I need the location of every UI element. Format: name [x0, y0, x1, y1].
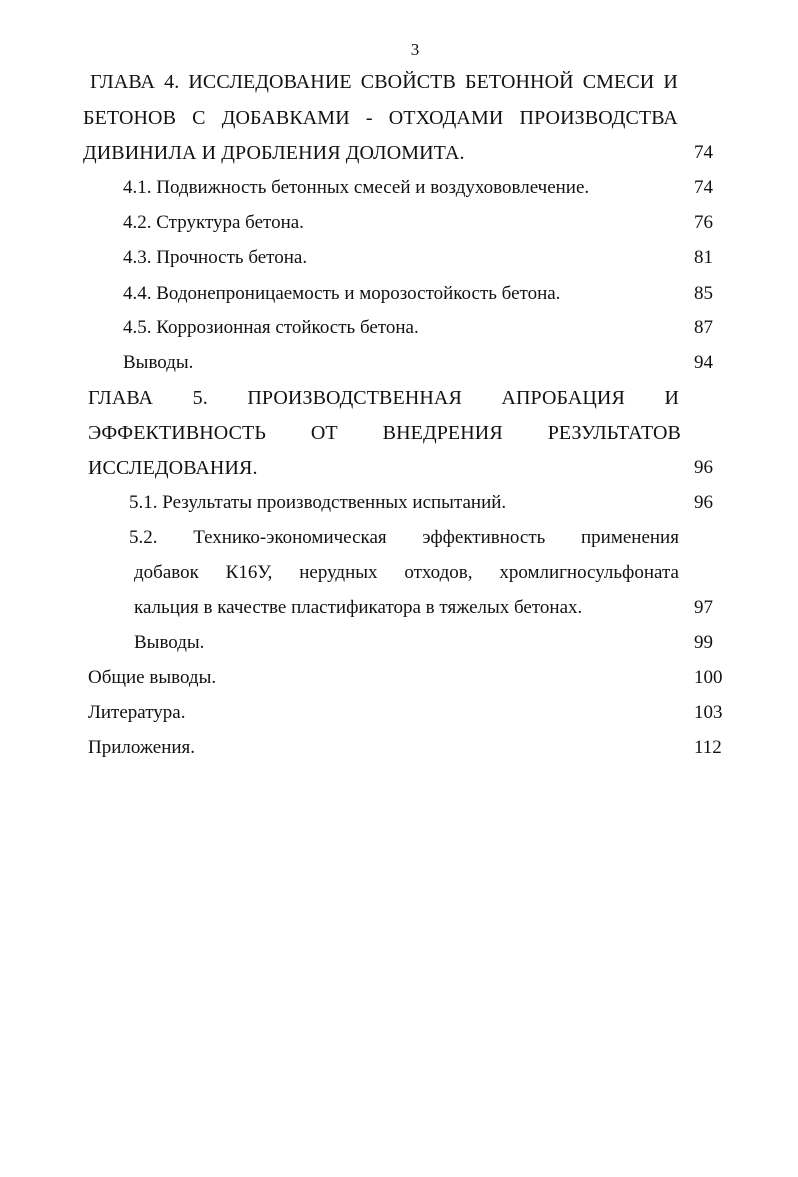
toc-entry-4-2: 4.2. Структура бетона.: [123, 212, 304, 233]
heading-word: И: [664, 387, 679, 409]
chapter5-heading-line3: ИССЛЕДОВАНИЯ.: [88, 457, 258, 479]
toc-entry-4-5: 4.5. Коррозионная стойкость бетона.: [123, 317, 419, 338]
chapter4-page: 74: [694, 142, 713, 163]
toc-entry-5-2-line3: кальция в качестве пластификатора в тяжелых бетонах.: [134, 597, 583, 618]
heading-word: ГЛАВА: [90, 71, 156, 93]
heading-word: ВНЕДРЕНИЯ: [382, 422, 503, 444]
toc-entry-literature: Литература.: [88, 702, 186, 723]
heading-word: С: [192, 107, 206, 129]
heading-word: БЕТОННОЙ: [464, 71, 574, 93]
entry-word: хромлигносульфоната: [499, 562, 679, 583]
toc-entry-4-4: 4.4. Водонепроницаемость и морозостойкость бетона.: [123, 283, 561, 304]
heading-word: ИССЛЕДОВАНИЕ: [188, 71, 352, 93]
heading-word: АПРОБАЦИЯ: [501, 387, 625, 409]
toc-page-appendices: 112: [694, 737, 722, 758]
heading-word: БЕТОНОВ: [83, 107, 177, 129]
toc-page-literature: 103: [694, 702, 723, 723]
toc-page-4-2: 76: [694, 212, 713, 233]
toc-page-4-1: 74: [694, 177, 713, 198]
heading-word: ОТ: [310, 422, 338, 444]
chapter4-heading-line3: ДИВИНИЛА И ДРОБЛЕНИЯ ДОЛОМИТА.: [83, 142, 465, 164]
entry-word: добавок: [134, 562, 199, 583]
chapter5-page: 96: [694, 457, 713, 478]
toc-entry-5-conclusions: Выводы.: [134, 632, 205, 653]
entry-word: 5.2.: [129, 527, 158, 548]
chapter5-heading-line2: [88, 421, 681, 445]
toc-entry-general-conclusions: Общие выводы.: [88, 667, 217, 688]
entry-word: отходов,: [404, 562, 473, 583]
toc-page-5-conclusions: 99: [694, 632, 713, 653]
entry-word: К16У,: [225, 562, 273, 583]
entry-word: эффективность: [422, 527, 546, 548]
toc-page-4-conclusions: 94: [694, 352, 713, 373]
toc-page-5-1: 96: [694, 492, 713, 513]
heading-word: СВОЙСТВ: [360, 71, 456, 93]
heading-word: ПРОИЗВОДСТВЕННАЯ: [247, 387, 462, 409]
toc-entry-4-3: 4.3. Прочность бетона.: [123, 247, 308, 268]
toc-page-4-5: 87: [694, 317, 713, 338]
heading-word: ПРОИЗВОДСТВА: [519, 107, 678, 129]
heading-word: РЕЗУЛЬТАТОВ: [547, 422, 681, 444]
heading-word: ЭФФЕКТИВНОСТЬ: [88, 422, 266, 444]
toc-page-general-conclusions: 100: [694, 667, 723, 688]
toc-entry-5-2-line1: [129, 526, 679, 550]
toc-entry-appendices: Приложения.: [88, 737, 196, 758]
chapter5-heading-line1: [88, 386, 679, 410]
entry-word: нерудных: [299, 562, 378, 583]
heading-word: 5.: [192, 387, 208, 409]
heading-word: СМЕСИ: [582, 71, 655, 93]
page-number: 3: [410, 40, 420, 59]
chapter4-heading-line1: [90, 70, 678, 94]
toc-entry-4-1: 4.1. Подвижность бетонных смесей и воздухововлечение.: [123, 177, 590, 198]
heading-word: ДОБАВКАМИ: [221, 107, 350, 129]
heading-word: ОТХОДАМИ: [388, 107, 504, 129]
heading-word: 4.: [164, 71, 180, 93]
entry-word: применения: [581, 527, 679, 548]
toc-entry-5-2-line2: [134, 561, 679, 585]
heading-word: И: [663, 71, 678, 93]
toc-page-4-3: 81: [694, 247, 713, 268]
toc-entry-5-1: 5.1. Результаты производственных испытаний.: [129, 492, 507, 513]
heading-word: ГЛАВА: [88, 387, 154, 409]
toc-entry-4-conclusions: Выводы.: [123, 352, 194, 373]
chapter4-heading-line2: [83, 106, 678, 130]
toc-page-4-4: 85: [694, 283, 713, 304]
heading-word: -: [365, 107, 373, 129]
toc-page-5-2: 97: [694, 597, 713, 618]
entry-word: Технико-экономическая: [193, 527, 387, 548]
